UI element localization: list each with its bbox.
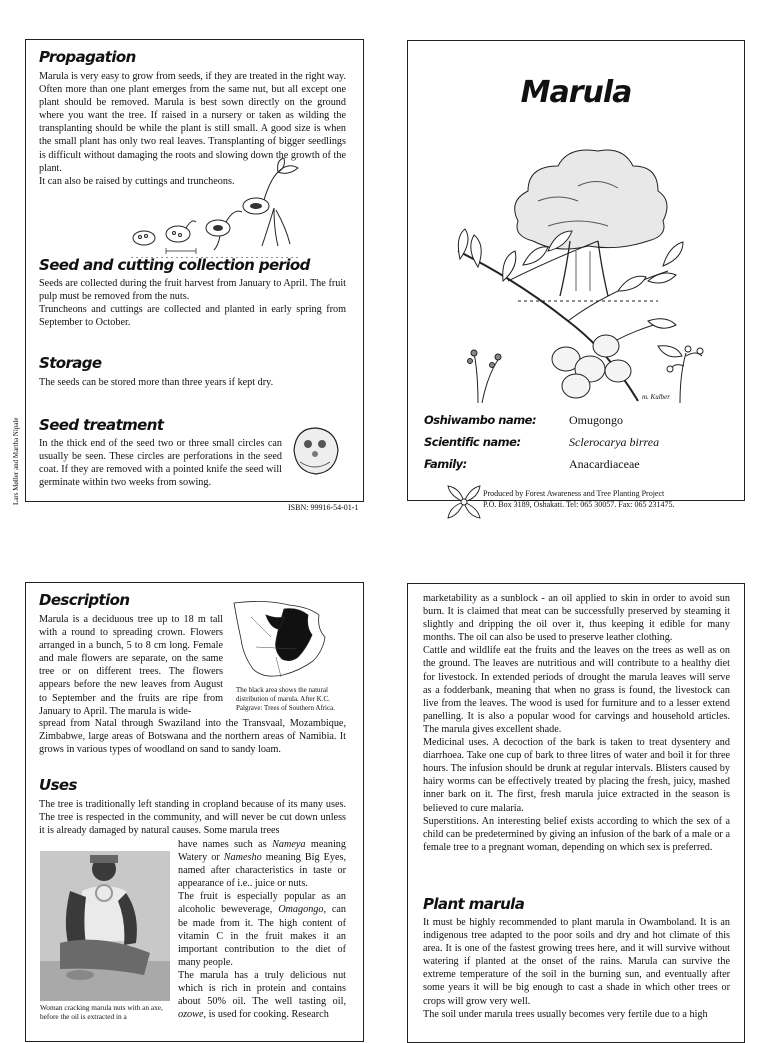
plant-marula-paragraph: The soil under marula trees usually becomes very fertile due to a high [423, 1008, 708, 1020]
description-text-wide: spread from Natal through Swaziland into the Transvaal, Mozambique, Zimbabwe, large areas of Botswana and the northern areas of Namibia. It grows in various types of woodland on sand to sandy loam. [39, 718, 346, 756]
panel-propagation [25, 39, 364, 502]
storage-text: The seeds can be stored more than three years if kept dry. [39, 377, 274, 388]
isbn: ISBN: 99916-54-01-1 [288, 503, 359, 512]
plant-marula-paragraph: It must be highly recommended to plant marula in Owamboland. It is an indigenous tree adapted to the poor soils and dry and hot climate of this area. It is one of the fastest growing trees here, and it will survive without watering if planted at the onset of the rains. Marula can survive the extreme temperature of the soil in the burning sun, and eventually after some years it will be big enough to cast a shade in which other trees or crops will grow very well. [423, 917, 730, 1007]
marula-tree-illustration [448, 141, 718, 403]
uses-continued-text [423, 592, 730, 854]
seed-collection-heading: Seed and cutting collection period [39, 256, 310, 274]
storage-heading: Storage [39, 354, 102, 372]
project-footer [483, 489, 675, 510]
seed-collection-paragraph: Seeds are collected during the fruit harvest from January to April. The fruit pulp must be removed from the nuts. [39, 278, 346, 303]
scientific-label: Scientific name: [424, 435, 521, 449]
oshiwambo-value: Omugongo [569, 413, 623, 427]
seed-treatment-text: In the thick end of the seed two or three small circles can usually be seen. These circles are perforations in the seed coat. If they are removed with a pointed knife the seed will germinate within two weeks from sowing. [39, 438, 282, 489]
seed-collection-paragraph: Truncheons and cuttings are collected and planted in early spring from September to October. [39, 304, 346, 329]
propagation-paragraph: Marula is very easy to grow from seeds, if they are treated in the right way. Often more than one plant emerges from the same nut, but all except one plant should be removed. Marula is best sown directly on the ground where you want the tree. If raised in a nursery or taken as wilding the transplanting should be while the plant is still small. A good size is when the small plant has only two real leaves. Transplanting of bigger seedlings is difficult without damaging the roots and slowing down the growth of the plant. [39, 71, 346, 174]
scientific-row [424, 435, 734, 455]
project-logo-icon [444, 482, 484, 522]
uses-text-narrow [178, 838, 346, 1021]
panel-uses-continued [407, 583, 745, 1043]
panel-description [25, 582, 364, 1042]
footer-line: Produced by Forest Awareness and Tree Planting Project [483, 489, 665, 498]
cover-title: Marula [520, 75, 632, 110]
description-heading: Description [39, 591, 130, 609]
oshiwambo-row [424, 413, 734, 433]
uses-continued-paragraph: Superstitions. An interesting belief exists according to which the sex of a child can be predetermined by giving an infusion of the bark of a male or a female tree to a pregnant woman, depending on which sex is preferred. [423, 815, 730, 853]
description-text-narrow: Marula is a deciduous tree up to 18 m tall with a round to spreading crown. Flowers arranged in a bunch, 5 to 8 cm long. Female and male flowers are separate, on the same tree or on different trees. The flowers appears before the new leaves from August to September and the fruits are ripe from January to April. The marula is wide- [39, 614, 223, 717]
authors-text: Lars Møller and Martha Nipale [12, 417, 20, 505]
propagation-heading: Propagation [39, 48, 136, 66]
oshiwambo-label: Oshiwambo name: [424, 413, 537, 427]
footer-line: P.O. Box 3189, Oshakati. Tel: 065 30057. Fax: 065 231475. [483, 499, 675, 509]
photo-caption: Woman cracking marula nuts with an axe, before the oil is extracted in a [40, 1003, 163, 1021]
authors-vertical [12, 405, 22, 505]
uses-paragraph: have names such as Nameya meaning Watery or Namesho meaning Big Eyes, named after characteristics in taste or appearance of i.e.. juice or nuts. The fruit is especially popular as an alcoholic beweverage, Omagongo, can be made from it. The high content of vitamin C in the fruit makes it an important contribution to the diet of many people. The marula has a truly delicious nut which is rich in protein and contains about 50% oil. The well tasting oil, ozowe, is used for cooking. Research [178, 839, 347, 1021]
woman-cracking-nuts-photo [40, 851, 170, 1001]
panel-cover [407, 40, 745, 501]
propagation-paragraph: It can also be raised by cuttings and truncheons. [39, 175, 235, 187]
uses-continued-paragraph: Medicinal uses. A decoction of the bark is taken to treat dysentery and diarrhoea. Take one cup of bark to three litres of water and boil it for three hours. The infusion should be drunk at regular intervals. Blisters caused by hairy worms can be effectively treated by placing the fresh, juicy, mashed inner bark on it. The first, fresh marula juice extracted in the season is believed to cure malaria. [423, 737, 730, 814]
map-caption: The black area shows the natural distribution of marula. After K.C. Palgrave: Trees of Southern Africa. [236, 686, 335, 712]
seed-treatment-heading: Seed treatment [39, 416, 164, 434]
family-row [424, 457, 734, 477]
uses-continued-paragraph: marketability as a sunblock - an oil applied to skin in order to avoid sun burn. It is claimed that meat can be successfully preserved by steaming it slightly and dripping the oil over it, thus keeping it edible for many months. The oil can also be used to preserve leather clothing. [423, 593, 730, 644]
uses-continued-paragraph: Cattle and wildlife eat the fruits and the leaves on the trees as well as on the ground. The leaves are nutritious and will contribute to a healthy diet for livestock. In extended periods of drought the marula leaves will serve as a fodderbank, meaning that when no grass is found, the livestock can live from the leaves. The wood is used for furniture and to a lesser extend panelling. It is also a popular wood for carvings and household articles. The marula gives excellent shade. [423, 645, 730, 735]
plant-marula-heading: Plant marula [423, 895, 525, 913]
seed-germination-illustration [116, 158, 316, 258]
uses-heading: Uses [39, 776, 77, 794]
seed-collection-text [39, 277, 346, 329]
family-label: Family: [424, 457, 467, 471]
seed-illustration [286, 422, 344, 480]
uses-text-wide: The tree is traditionally left standing in cropland because of its many uses. The tree is respected in the community, and will never be cut down unless it is already damaged by natural causes. Some marula trees [39, 799, 346, 837]
distribution-map [226, 597, 341, 685]
plant-marula-text [423, 916, 730, 1021]
family-value: Anacardiaceae [569, 457, 640, 471]
scientific-value: Sclerocarya birrea [569, 435, 660, 449]
illustrator-signature: m. Kulber [642, 393, 670, 401]
